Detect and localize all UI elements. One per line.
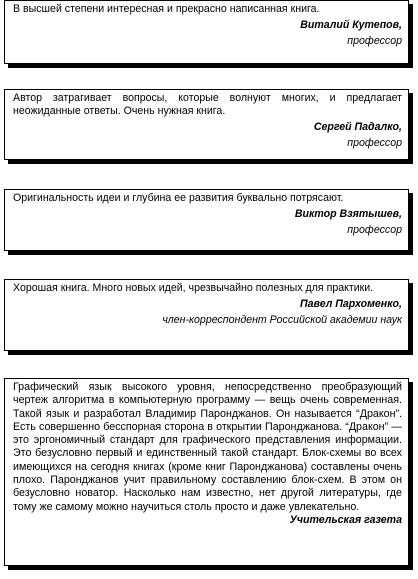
review-card-kutepov: [4, 0, 409, 64]
reviewer-title: профессор: [347, 35, 402, 47]
reviewer-name: Сергей Падалко,: [313, 121, 402, 133]
reviewer-name: Павел Пархоменко,: [300, 298, 402, 310]
reviewer-title: профессор: [347, 224, 402, 236]
review-quote: Оригинальность идеи и глубина ее развития буквально потрясают.: [13, 192, 344, 204]
reviewer-name: Учительская газета: [289, 513, 402, 526]
review-card-uchitelskaya-gazeta: [4, 378, 409, 566]
reviewer-title: член-корреспондент Российской академии наук: [162, 314, 402, 326]
review-quote: Графический язык высокого уровня, непосредственно преобразующий чертеж алгоритма в компьютерную программу — вещь очень современная. Такой язык и разработал Владимир Паронджанов. Он называется “Дракон”. Есть совершенно бесспорная сторона в открытии Паронджанова. “Дракон” — это эргономичный стандарт для графического представления информации. Это безусловно первый и единственный такой стандарт. Блок-схемы во всех имеющихся на сегодня книгах (кроме книг Паронджанова) составлены очень плохо. Паронджанов учит правильному составлению блок-схем. В этом он безусловно новатор. Насколько нам известно, нет другой литературы, где тому же самому можно научиться столь просто и даже увлекательно.: [13, 381, 402, 513]
reviewer-title: профессор: [347, 137, 402, 149]
reviewer-name: Виктор Взятышев,: [294, 208, 402, 220]
review-card-parkhomenko: [4, 279, 409, 351]
review-quote: В высшей степени интересная и прекрасно написанная книга.: [13, 3, 320, 15]
reviewer-name: Виталий Кутепов,: [300, 19, 402, 31]
review-quote: Хорошая книга. Много новых идей, чрезвычайно полезных для практики.: [13, 282, 374, 294]
review-card-padalko: [4, 89, 409, 160]
review-card-vzyatyshev: [4, 189, 409, 251]
review-quote: Автор затрагивает вопросы, которые волнуют многих, и предлагает неожиданные ответы. Очень нужная книга.: [13, 92, 402, 117]
